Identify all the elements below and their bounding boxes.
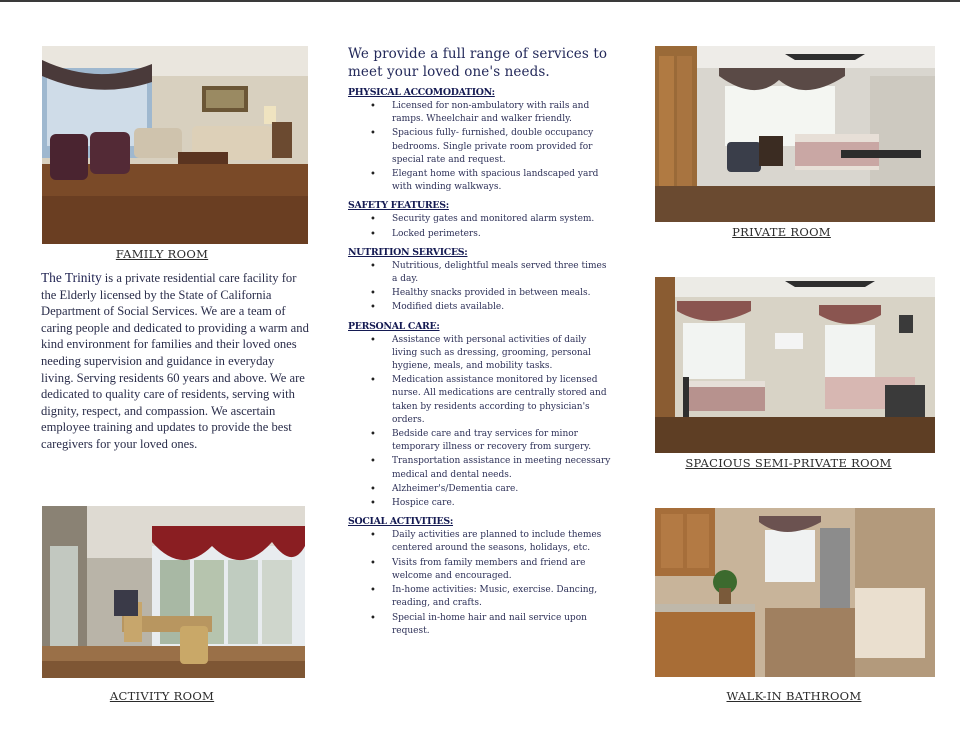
list-item: • Visits from family members and friend are welcome and encouraged. [348,557,614,583]
services-column [348,45,614,639]
safety-features-list [348,213,614,240]
personal-care-list [348,334,614,511]
list-item: • Special in-home hair and nail service upon request. [348,612,614,638]
semi-private-room-photo [655,277,935,453]
services-heading: We provide a full range of services to meet your loved one's needs. [348,46,608,80]
physical-accommodation-title: PHYSICAL ACCOMODATION: [348,87,495,98]
walkin-bathroom-caption: WALK-IN BATHROOM [726,689,862,703]
nutrition-services-list [348,260,614,315]
list-item: • Alzheimer's/Dementia care. [348,483,614,496]
list-item: • Bedside care and tray services for minor temporary illness or recovery from surgery. [348,428,614,454]
list-item: • Assistance with personal activities of daily living such as dressing, grooming, personal hygiene, meals, and mobility tasks. [348,334,614,374]
list-item: • Medication assistance monitored by licensed nurse. All medications are centrally stored and taken by residents according to physician's orders. [348,374,614,427]
list-item: • Spacious fully- furnished, double occupancy bedrooms. Single private room provided for special rate and request. [348,127,614,167]
list-item: • Licensed for non-ambulatory with rails and ramps. Wheelchair and walker friendly. [348,100,614,126]
family-room-caption: FAMILY ROOM [115,247,209,261]
list-item: • Elegant home with spacious landscaped yard with winding walkways. [348,168,614,194]
semi-private-room-caption: SPACIOUS SEMI-PRIVATE ROOM [685,456,892,470]
family-room-photo [42,46,308,244]
activity-room-photo [42,506,305,678]
social-activities-list [348,529,614,638]
intro-paragraph [41,270,309,453]
nutrition-services-title: NUTRITION SERVICES: [348,246,468,258]
list-item: • Security gates and monitored alarm system. [348,213,614,226]
list-item: • Hospice care. [348,497,614,510]
list-item: • In-home activities: Music, exercise. Dancing, reading, and crafts. [348,584,614,610]
list-item: • Transportation assistance in meeting necessary medical and dental needs. [348,455,614,481]
private-room-photo [655,46,935,222]
private-room-caption: PRIVATE ROOM [732,225,831,239]
activity-room-caption: ACTIVITY ROOM [109,689,215,703]
physical-accommodation-list [348,100,614,194]
walkin-bathroom-photo [655,508,935,677]
top-border [0,0,960,2]
safety-features-title: SAFETY FEATURES: [348,200,449,212]
list-item: • Locked perimeters. [348,228,614,241]
intro-text: is a private residential care facility for the Elderly licensed by the State of California Department of Social Services. We are a team of caring people and dedicated to providing a warm and kind environment for families and their loved ones needing supervision and guidance in everyday living. Serving residents 60 years and above. We are dedicated to quality care of residents, serving with dignity, respect, and compassion. We ascertain employee training and updates to provide the best caregivers for your loved ones. [41,271,309,451]
personal-care-title: PERSONAL CARE: [348,320,440,332]
list-item: • Daily activities are planned to include themes centered around the seasons, holidays, etc. [348,529,614,555]
social-activities-title: SOCIAL ACTIVITIES: [348,516,454,528]
list-item: • Nutritious, delightful meals served three times a day. [348,260,614,286]
facility-name: The Trinity [41,270,102,285]
list-item: • Healthy snacks provided in between meals. [348,287,614,300]
list-item: • Modified diets available. [348,301,614,314]
